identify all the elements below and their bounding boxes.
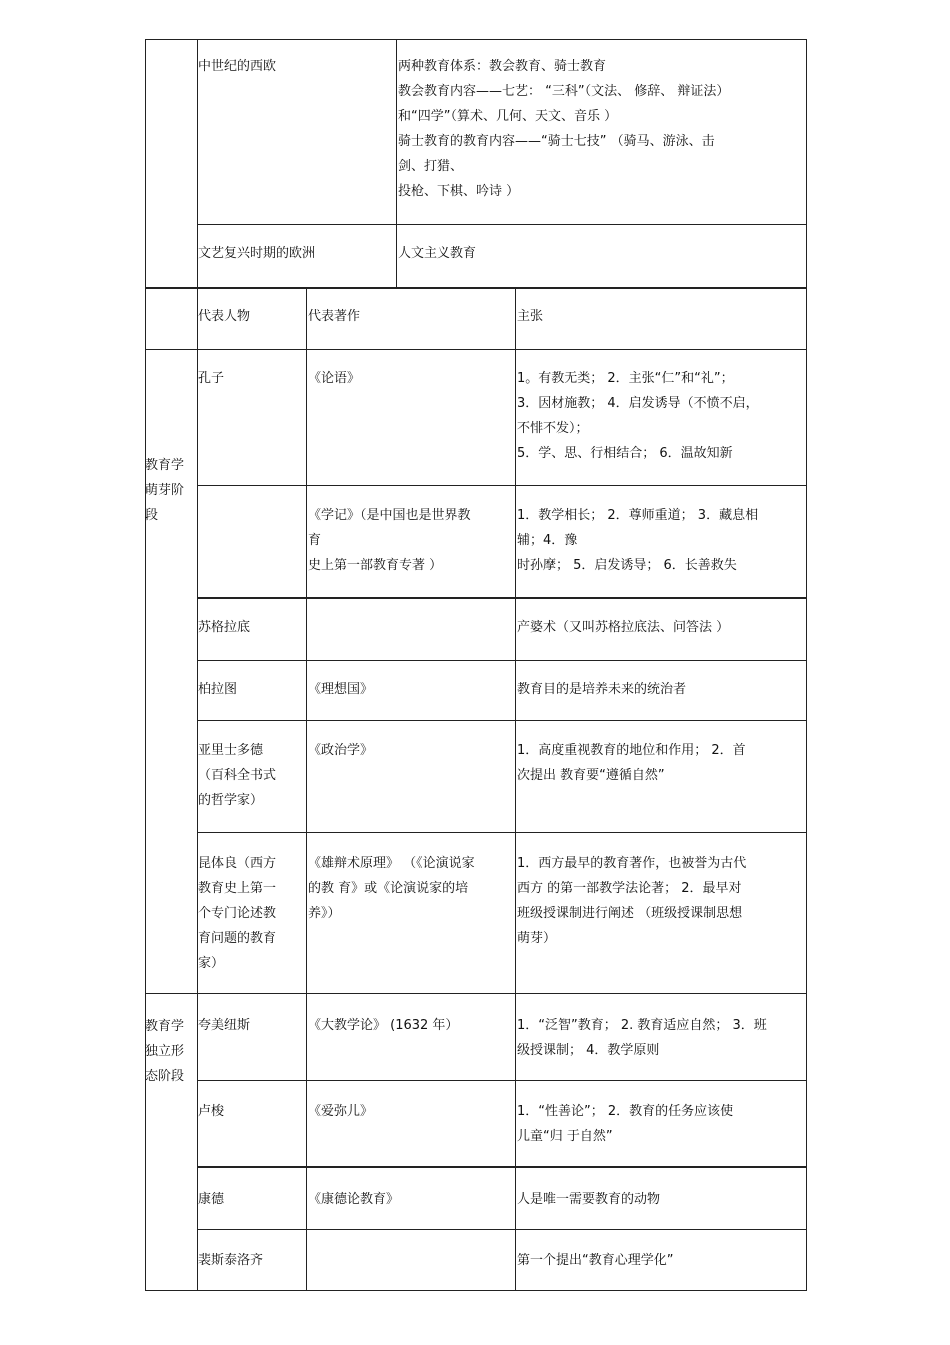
border-line <box>197 720 807 721</box>
claims-cell: 1．教学相长； 2．尊师重道； 3．藏息相 辅；4．豫 时孙摩； 5．启发诱导； 6．长善救失 <box>517 508 759 573</box>
stage-label: 教育学 萌芽阶 段 <box>145 458 185 523</box>
header-person: 代表人物 <box>198 309 251 324</box>
border-line <box>145 39 146 1291</box>
works-cell: 《雄辩术原理》 （《论演说家 的教 育》或《论演说家的培 养》） <box>308 856 475 921</box>
person-cell: 卢梭 <box>198 1104 225 1119</box>
border-line <box>197 597 807 599</box>
border-line <box>806 39 807 1291</box>
person-cell: 柏拉图 <box>198 682 238 697</box>
region-cell: 文艺复兴时期的欧洲 <box>198 246 316 261</box>
border-line <box>145 39 807 40</box>
claims-cell: 1．“泛智”教育； 2. 教育适应自然； 3．班 级授课制； 4．教学原则 <box>517 1018 767 1058</box>
claims-cell: 教育目的是培养未来的统治者 <box>517 682 687 697</box>
claims-cell: 1．高度重视教育的地位和作用； 2．首 次提出 教育要“遵循自然” <box>517 743 746 783</box>
border-line <box>197 1229 807 1230</box>
works-cell: 《理想国》 <box>308 682 374 697</box>
border-line <box>197 1166 807 1168</box>
border-line <box>306 288 307 1291</box>
border-line <box>197 224 807 225</box>
works-cell: 《大教学论》 (1632 年） <box>308 1018 459 1033</box>
claims-cell: 1．西方最早的教育著作，也被誉为古代 西方 的第一部教学法论著； 2．最早对 班级授课制进行阐述 （班级授课制思想 萌芽） <box>517 856 747 946</box>
claims-cell: 人是唯一需要教育的动物 <box>517 1192 661 1207</box>
works-cell: 《学记》（是中国也是世界教 育 史上第一部教育专著 ） <box>308 508 471 573</box>
claims-cell: 产婆术（又叫苏格拉底法、问答法 ） <box>517 620 730 635</box>
stage-label: 教育学 独立形 态阶段 <box>145 1019 185 1084</box>
border-line <box>197 485 807 486</box>
border-line <box>145 287 807 289</box>
person-cell: 苏格拉底 <box>198 620 251 635</box>
border-line <box>396 39 397 288</box>
border-line <box>197 660 807 661</box>
person-cell: 夸美纽斯 <box>198 1018 251 1033</box>
works-cell: 《论语》 <box>308 371 361 386</box>
claims-cell: 1。有教无类； 2．主张“仁”和“礼”； 3．因材施教； 4．启发诱导（不愤不启， 不悱不发）； 5．学、思、行相结合； 6．温故知新 <box>517 371 759 461</box>
person-cell: 康德 <box>198 1192 225 1207</box>
border-line <box>515 288 516 1291</box>
border-line <box>197 1080 807 1081</box>
border-line <box>145 1290 807 1291</box>
person-cell: 昆体良（西方 教育史上第一 个专门论述教 育问题的教育 家） <box>198 856 277 971</box>
works-cell: 《康德论教育》 <box>308 1192 400 1207</box>
header-works: 代表著作 <box>308 309 361 324</box>
works-cell: 《爱弥儿》 <box>308 1104 374 1119</box>
region-cell: 中世纪的西欧 <box>198 59 277 74</box>
header-claims: 主张 <box>517 309 544 324</box>
border-line <box>145 349 807 350</box>
person-cell: 裴斯泰洛齐 <box>198 1253 264 1268</box>
border-line <box>197 832 807 833</box>
person-cell: 亚里士多德 （百科全书式 的哲学家） <box>198 743 277 808</box>
works-cell: 《政治学》 <box>308 743 374 758</box>
border-line <box>145 993 807 994</box>
content-cell: 人文主义教育 <box>398 246 477 261</box>
person-cell: 孔子 <box>198 371 225 386</box>
content-cell: 两种教育体系：教会教育、骑士教育 教会教育内容——七艺： “三科”（文法、 修辞、 辩证法） 和“四学”（算术、几何、天文、音乐 ） 骑士教育的教育内容——“骑士七技” （骑马、游泳、击 剑、打猎、 投枪、下棋、吟诗 ） <box>398 59 730 199</box>
claims-cell: 1．“性善论”； 2．教育的任务应该使 儿童“归 于自然” <box>517 1104 734 1144</box>
claims-cell: 第一个提出“教育心理学化” <box>517 1253 674 1268</box>
